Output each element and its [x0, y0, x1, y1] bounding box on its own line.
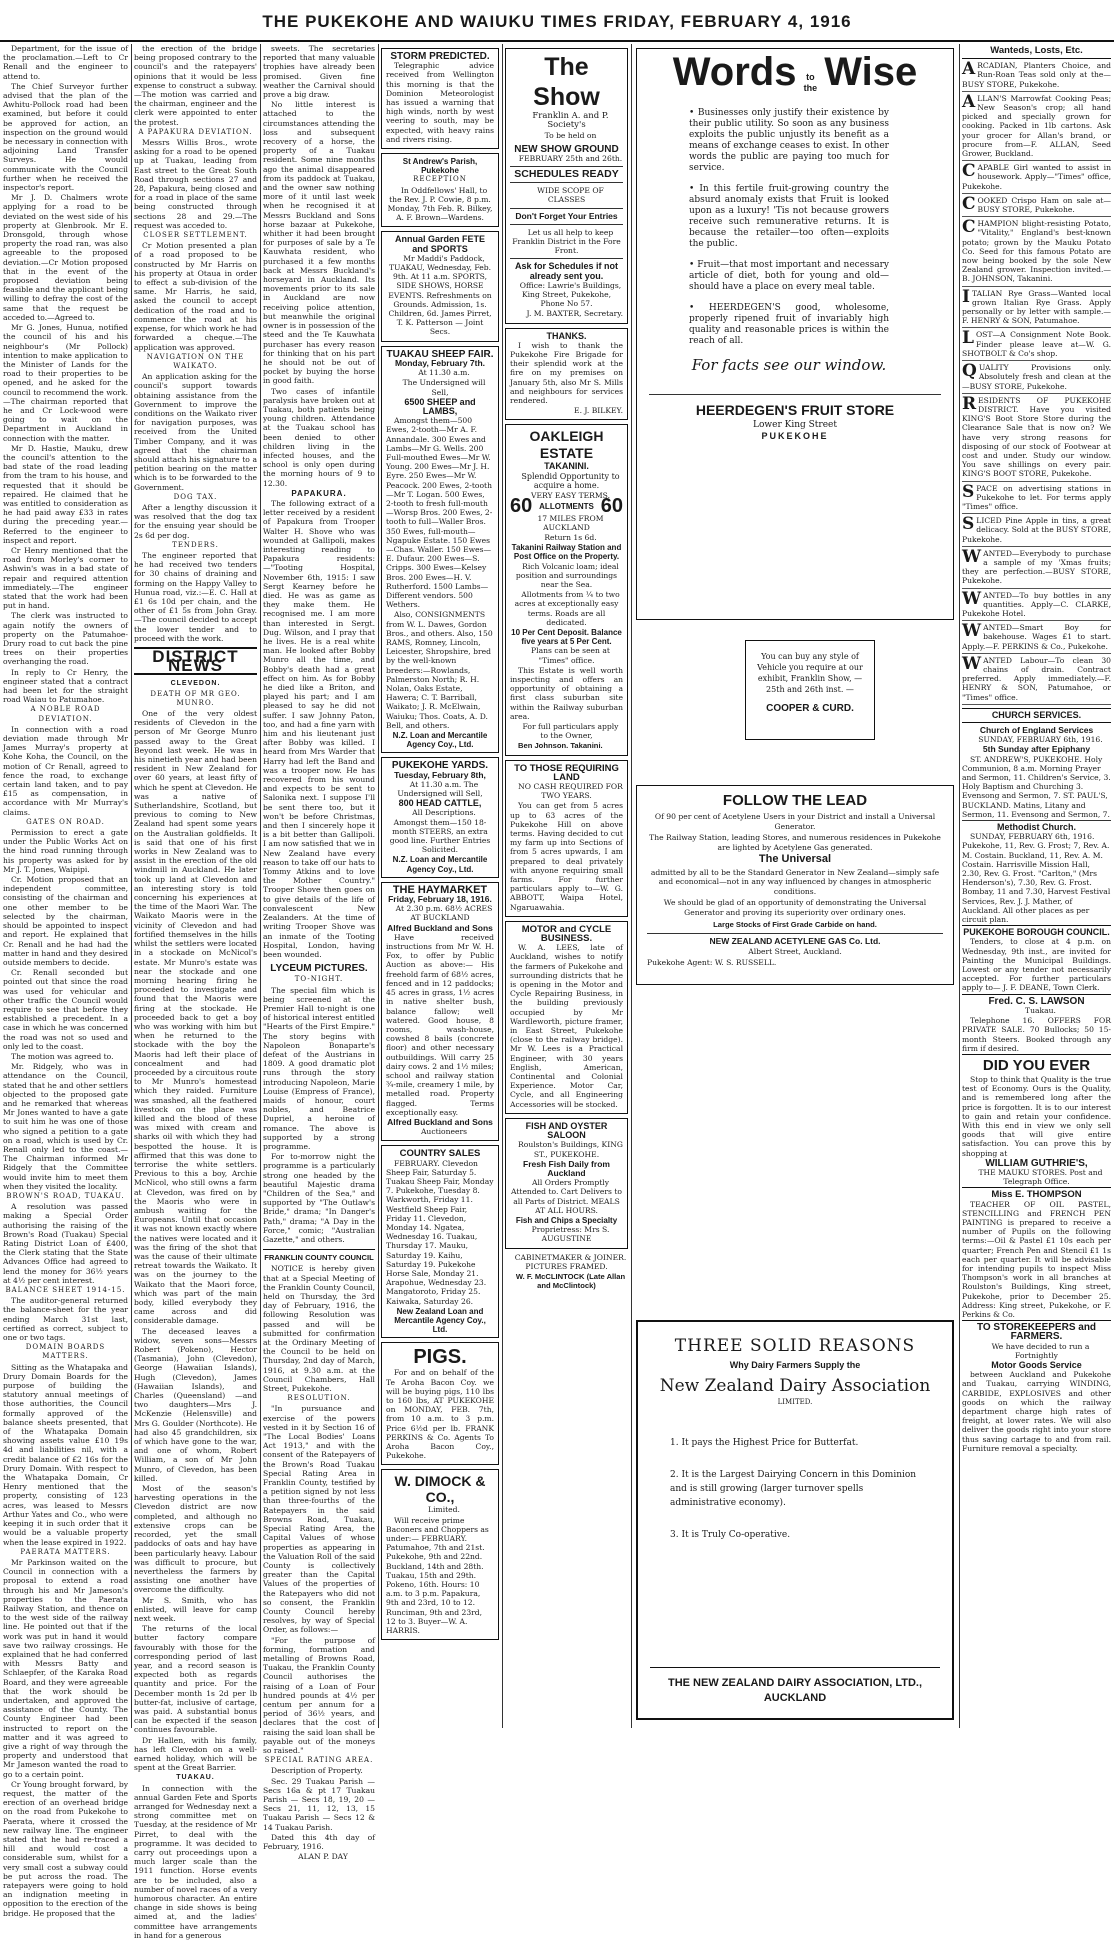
classified-ad-text: LICED Pine Apple in tins, a great delicacy. Sold at the BUSY STORE, Pukekohe.: [962, 516, 1111, 544]
section-heading: Wanteds, Losts, Etc.: [962, 44, 1111, 59]
classified-ad: [962, 287, 1111, 329]
ad-text: W. F. McCLINTOCK (Late Allan and McClintock): [515, 1271, 626, 1291]
haymarket-ad: [381, 882, 499, 1141]
fish-saloon-ad: [505, 1118, 628, 1249]
wise-point-text: Businesses only justify their existence by their public utility. So soon as any business exploits the public unjustly its benefit as a means of exchange ceases to exist. In other words the public are paying too much for service.: [689, 107, 889, 173]
ad-text: Albert Street, Auckland.: [748, 947, 842, 956]
column-news-3: [263, 44, 375, 1862]
article-paragraph: Cr. Motion proposed that an independent committee, consisting of the chairman and one other member to be selected by the chairman, should be appointed to inspect and report. He explained that Cr. Renall and he had had the matter in hand and they desired outside members to decide.: [3, 875, 128, 967]
column-rule: [378, 44, 379, 1728]
thanks-notice: [505, 328, 628, 421]
ad-text: Stop to think that Quality is the true test of Economy. Ours is the Quality, and is remembered long after the price is forgotten. It is to our interest to gain and retain your confidence. With this end in view we only sell goods that will give entire satisfaction. You can prove this by shopping at: [962, 1074, 1111, 1158]
ad-heading: THANKS.: [546, 330, 587, 341]
article-paragraph: Permission to erect a gate under the Public Works Act on the hind road running through his property was asked for by Mr J. T. Jones, Waipipi.: [3, 828, 128, 874]
ad-heading: THREE SOLID REASONS: [674, 1336, 916, 1356]
ad-text: You can get from 5 acres up to 63 acres of the Pukekohe Hill on above terms. Having decided to cut my farm up into Sections of from 5 acres upwards, I am prepared to deal privately with anyone requiring small farms. For further particulars apply to—W. G. ABBOTT, Waipa Hotel, Ngaruawahia.: [510, 801, 623, 912]
ad-text: Roulston's Buildings, KING ST., PUKEKOHE.: [518, 1140, 623, 1159]
subheading: A NOBLE ROAD DEVIATION.: [30, 705, 101, 723]
ad-text: We have decided to run a Fortnightly: [991, 1341, 1090, 1360]
wise-point-text: HEERDEGEN'S good, wholesome, properly ripened fruit of invariably high quality and reasonable prices is within the reach of all.: [689, 302, 890, 346]
ad-heading: Fish and Chips a Specialty: [515, 1215, 618, 1225]
ad-text: Allotments from ¼ to two acres at exceptionally easy terms. Roads are all dedicated.: [514, 590, 620, 627]
subheading: BROWN'S ROAD, TUAKAU.: [6, 1191, 125, 1200]
classified-ad: [962, 328, 1111, 361]
ad-text: Tenders, to close at 4 p.m. on Wednesday, 9th inst., are invited for Painting the Municipal Buildings. Lowest or any tender not necessarily accepted. For further particulars apply to— J. F. DEANE, Town Clerk.: [962, 937, 1111, 993]
classified-ad-text: OST—A Consignment Note Book. Finder please leave at—W. G. SHOTBOLT & Co's shop.: [962, 330, 1111, 358]
ad-text: Tuakau.: [1025, 1005, 1056, 1015]
ad-text: Of 90 per cent of Acetylene Users in your District and install a Universal Generator.: [654, 812, 936, 831]
allotment-count: 60: [600, 495, 623, 518]
article-paragraph: sweets. The secretaries reported that many valuable trophies have already been promised. Given fine weather the Carnival should prove a big draw.: [263, 44, 375, 100]
article-paragraph: Most of the season's harvesting operations in the Clevedon district are now completed, and although no extensive crops can be recorded, yet the small paddocks of oats and hay have been particularly heavy. Labour was difficult to procure, but nevertheless the farmers by assisting one another have overcome the difficulty.: [134, 1484, 257, 1595]
ad-heading: Monday, February 7th.: [394, 357, 486, 368]
article-paragraph: The following extract of a letter received by a resident of Papakura from Trooper Walter H. Shove who was wounded at Gallipoli, makes interesting reading to Papakura residents:—"Tooting Hospital, November 6th, 1915: I saw Sergt Kearney before he died. He was as game as they make them. He recognised me. I am more than interested in Sergt. Dug. Wilson, and I pray that he lives. He is a real white man. He looked after Bobby Munro all the time, and Bobby's death had a great effect on him. As for Bobby he died like a Briton, and played his part; and I am pleased to say he did not suffer. I saw Johnny Paton, too, and had a fine yarn with him and his lieutenant just after Bobby was killed. I heard from Mrs Warder that Harry had left the Band and was a trooper now. He has recovered from his wound and expects to be sent to Salonika next. I suppose I'll be sent there too, but it won't be before Christmas, and then I sincerely hope it is a bit better than Gallipoli. I am now satisfied that we in New Zealand have every reason to take off our hats to Tommy Atkins and to love the Mother Country." Trooper Shove then goes on to give details of the life of convalescent New Zealanders. At the time of writing Trooper Shove was an inmate of the Tooting Hospital, London, having been wounded.: [263, 498, 375, 959]
drop-cap: C: [962, 161, 976, 182]
classified-ad-text: UALITY Provisions only. Absolutely fresh and clean at the—BUSY STORE, Pukekohe.: [962, 363, 1111, 391]
ad-heading: Alfred Buckland and Sons: [387, 922, 493, 933]
ad-heading: 10 Per Cent Deposit. Balance five years at 5 Per Cent.: [511, 627, 622, 647]
drop-cap: A: [962, 91, 976, 112]
drop-cap: A: [962, 59, 976, 80]
wise-point-text: In this fertile fruit-growing country the absurd anomaly exists that Fruit is looked upon as a luxury! 'Tis not because growers receive such remunerative returns. It is because the retailer—too often—exploits the public.: [689, 183, 889, 249]
ad-text: This Estate is well worth inspecting and offers an opportunity of obtaining a first class suburban site within the Railway suburban area.: [510, 665, 623, 721]
column-rule: [502, 44, 503, 1728]
ad-text: Let us all help to keep Franklin District in the Fore Front.: [512, 227, 621, 256]
ad-text: All Orders Promptly Attended to. Cart Delivers to all Parts of District. MEALS AT ALL HOURS.: [510, 1178, 622, 1215]
ad-heading: PIGS.: [413, 1346, 467, 1369]
article-paragraph: After a lengthy discussion it was resolved that the dog tax for the ensuing year should be 2s 6d per dog.: [134, 502, 257, 540]
pigs-ad: [381, 1342, 499, 1465]
article-paragraph: the erection of the bridge being proposed contrary to the council's and the ratepayers' opinions that it would be less expense to construct a subway.—The motion was carried and the chairman, engineer and the clerk were appointed to enter the protest.: [134, 44, 257, 127]
section-heading: CHURCH SERVICES.: [962, 708, 1111, 723]
fruit-store-block: [649, 394, 941, 442]
article-paragraph: In connection with a road deviation made through Mr James Murray's property at Kohe Koha, the Council, on the motion of Cr Renall, agreed to fence the road, to exchange certain land taken, and to pay £15 as compensation, in accordance with Mr Murray's claims.: [3, 724, 128, 817]
drop-cap: W: [962, 546, 982, 567]
classified-ad: [962, 59, 1111, 92]
fruit-store-town: PUKEKOHE: [761, 430, 829, 441]
classified-ad: [962, 514, 1111, 547]
ad-heading: N.Z. Loan and Mercantile Agency Coy., Ltd.: [392, 855, 488, 874]
subheading: PAERATA MATTERS.: [20, 1547, 111, 1556]
allotment-label: ALLOTMENTS: [539, 502, 594, 512]
ad-heading: St Andrew's Parish, Pukekohe: [402, 157, 478, 176]
classified-ad: [962, 361, 1111, 394]
ad-heading: The Universal: [758, 853, 832, 865]
reason-item: 2. It is the Largest Dairying Concern in this Dominion and is still growing (larger turnover spells administrative economy).: [670, 1470, 917, 1508]
ad-heading: FISH AND OYSTER SALOON: [525, 1120, 608, 1141]
column-rule: [631, 44, 632, 1728]
article-paragraph: Mr D. Hastie, Mauku, drew the council's attention to the bad state of the road leading from the tram to his house, and requested that it should be repaired. He claimed that he was entitled to consideration as he had paid away £33 in rates during the preceding year.—Referred to the engineer to inspect and report.: [3, 443, 128, 545]
article-paragraph: Department, for the issue of the proclamation.—Left to Cr Renall and the engineer to attend to.: [3, 44, 128, 81]
reason-item: 3. It is Truly Co-operative.: [670, 1530, 791, 1540]
ad-text: At 2.30 p.m. 68½ ACRES AT BUCKLAND: [395, 904, 493, 923]
ad-text: I wish to thank the Pukekohe Fire Brigade for their splendid work at the fire on my premises on January 5th, also Mr S. Mills and neighbours for services rendered.: [510, 340, 623, 406]
ad-text: At 11.30 a.m. The Undersigned will Sell,: [397, 779, 483, 799]
ad-text: FEBRUARY 25th and 26th.: [518, 153, 623, 163]
ad-text: Have received instructions from Mr W. H. Fox, to offer by Public Auction as above:— His freehold farm of 68½ acres, fenced and in 12 paddocks; 45 acres in grass, 1½ acres in native shelter bush, balance fallow; well watered. Good house, 8 rooms, wash-house, cowshed 8 bails (concrete floor) and other necessary outbuildings. Will carry 25 dairy cows. 2 and 1½ miles; school and railway station ¾-mile, creamery 1 mile, by metalled road. Property flagged. Terms exceptionally easy.: [386, 932, 495, 1117]
ad-heading: FOLLOW THE LEAD: [722, 792, 868, 809]
drop-cap: R: [962, 393, 977, 414]
article-paragraph: Mr. Ridgely, who was in attendance on the Council, stated that he and other settlers objected to the proposed gate and he remarked that whereas Mr Jones wanted to have a gate to suit him he was one of those who signed a petition to a gate on a road, which is used by Cr. Renall only led to the coast.—The Chairman informed Mr Ridgely that the Committee would invite him to meet them when they visited the locality.: [3, 1062, 128, 1191]
wise-title-word: Words: [672, 50, 797, 94]
drop-cap: C: [962, 217, 976, 238]
ad-text: Telephone 16. OFFERS FOR PRIVATE SALE. 70 Bullocks; 50 15-month Steers. Booked through any firm if desired.: [962, 1016, 1111, 1053]
ad-text: J. M. BAXTER, Secretary.: [526, 309, 623, 319]
classified-ad-text: PACE on advertising stations in Pukekohe to let. For terms apply "Times" office.: [962, 483, 1111, 511]
ad-heading: DID YOU EVER: [962, 1054, 1111, 1075]
ad-text: At 11.30 a.m.: [418, 368, 470, 378]
column-auction-ads: [381, 44, 499, 1724]
ad-heading: TO THOSE REQUIRING LAND: [514, 762, 619, 783]
ad-heading: TO STOREKEEPERS and FARMERS.: [962, 1320, 1111, 1341]
section-heading: LYCEUM PICTURES.: [270, 963, 368, 975]
ad-text: 17 MILES FROM AUCKLAND: [537, 513, 604, 532]
wanted-list: [962, 59, 1111, 705]
ad-heading: MOTOR and CYCLE BUSINESS.: [521, 923, 612, 945]
ad-heading: Tuesday, February 8th,: [394, 769, 486, 780]
ad-heading: The Show: [533, 53, 600, 111]
article-paragraph: Mr Parkinson waited on the Council in connection with a proposal to extend a road through his and Mr Jameson's properties to the Paerata Railway Station, and thence on to the west side of the railway line. He pointed out that if the work was put in hand it would save two railway crossings. He explained that he had conferred with Messrs Batty and Schlaepfer, of the Karaka Road Board, and they were agreeable that the work should be undertaken, and approved the assistance of the County. The County Engineer had been instructed to report on the matter and it was agreed to give a right of way through the property and understood that Mr Jameson wanted the road to go to a certain point.: [3, 1557, 128, 1779]
fruit-store-address: Lower King Street: [753, 419, 837, 430]
subheading: A PAPAKURA DEVIATION.: [138, 127, 253, 136]
wise-point: • Businesses only justify their existence by their public utility. So soon as any business exploits the public unjustly its benefit as a means of exchange ceases to exist. In other words the public are paying too much for service.: [689, 107, 889, 173]
ad-text: Ben Johnson. Takanini.: [518, 741, 603, 751]
article-paragraph: Dr Hallen, with his family, has left Clevedon on a well-earned holiday, which will be spent at the Great Barrier.: [134, 1735, 257, 1773]
ad-text: VERY EASY TERMS.: [530, 491, 611, 501]
ad-text: You can buy any style of Vehicle you require at our exhibit, Franklin Show, — 25th and 26th inst. —: [757, 652, 863, 694]
ad-heading: SCHEDULES READY: [514, 168, 619, 181]
article-paragraph: Messrs Willis Bros., wrote asking for a road to be opened up at Tuakau, leading from East street to the Great South Road through sections 27 and 28, Papakura, being closed and for a road in place of the same being constructed through sections 28 and 29.—The request was acceded to.: [134, 138, 257, 230]
ad-heading: Takanini Railway Station and Post Office on the Property.: [511, 543, 622, 562]
wise-title-word: Wise: [824, 50, 918, 94]
pukekohe-yards-ad: [381, 757, 499, 877]
oakleigh-estate-ad: [505, 424, 628, 755]
ad-text: Why Dairy Farmers Supply the: [729, 1360, 861, 1370]
classified-ad-text: HAMPION blight-resisting Potato, "Vitality," England's best-known potato; grown by the Mauku Potato Co. Seed for this famous Potato are now being booked by the sole New Zealand grower. Inspection invited.—B. JOHNSON, Takanini.: [962, 219, 1111, 284]
ad-text: SUNDAY, FEBRUARY 6th, 1916.: [978, 735, 1103, 745]
article-paragraph: Cr. Renall seconded but pointed out that since the road was used for vehicular and other traffic the Council would require to see that before they established a precedent. In a case in which he was concerned the road was not so used and only led to the coast.: [3, 968, 128, 1051]
ad-text: Return 1s 6d.: [544, 532, 597, 542]
classified-ad-text: ANTED—Smart Boy for bakehouse. Wages £1 to start. Apply.—F. PERKINS & Co., Pukekohe.: [962, 623, 1111, 651]
cooper-curd-ad: [745, 640, 875, 740]
column-wanteds: [962, 44, 1111, 1724]
wise-tagline: For facts see our window.: [691, 355, 887, 374]
wise-point: • HEERDEGEN'S good, wholesome, properly ripened fruit of invariably high quality and reasonable prices is within the reach of all.: [689, 302, 890, 346]
wise-point-text: Fruit—that most important and necessary article of diet, both for young and old—should have a place on every meal table.: [689, 259, 890, 292]
classified-ad-text: ESIDENTS OF PUKEKOHE DISTRICT. Have you visited KING'S Boot Store Store during the Clearance Sale that is now on? We have very strong reasons for disposing of our stock of Footwear at cost and under. Study our window. You save shillings on every pair. KING'S BOOT STORE, Pukekohe.: [962, 395, 1111, 479]
signature-text: ALAN P. DAY: [298, 1852, 348, 1862]
drop-cap: S: [962, 514, 975, 535]
column-council-report: [3, 44, 128, 1918]
classified-ad: [962, 92, 1111, 161]
drop-cap: W: [962, 653, 982, 674]
three-solid-reasons-ad: [636, 1320, 954, 1720]
section-heading: DISTRICT NEWS: [134, 647, 257, 675]
classified-ad-text: ANTED Labour—To clean 30 chains of drain. Contract preferred. Apply immediately.—F. HENRY & SON, Patumahoe, or "Times" office.: [962, 655, 1111, 702]
ad-text: Large Stocks of First Grade Carbide on hand.: [713, 920, 877, 929]
ad-heading: TUAKAU SHEEP FAIR.: [386, 348, 494, 360]
ad-heading: Miss E. THOMPSON: [962, 1187, 1111, 1199]
subheading: DEATH OF MR GEO. MUNRO.: [150, 689, 241, 707]
ad-heading: Fred. C. S. LAWSON: [962, 994, 1111, 1006]
article-paragraph: A resolution was passed making a Special Order authorising the raising of the Brown's Road (Tuakau) Special Rating District Loan of £400, the Clerk stating that the State Advances Office had agreed to lend the money for 36½ years at 4½ per cent interest.: [3, 1202, 128, 1285]
column-show-ads: [505, 44, 628, 1724]
article-paragraph: The clerk was instructed to again notify the owners of property on the Patumahoe-Drury road to cut back the pine trees on their properties overhanging the road.: [3, 611, 128, 667]
ad-text: Also, CONSIGNMENTS from W. L. Dawes, Gordon Bros., and others. Also, 150 RAMS, Romney, Lincoln, Leicester, Shropshire, bred by the well-known breeders:—Rowlands, Palmerston North; R. H. Nolan, Oaks Estate, Hawera; C. T. Barriball, Waikato; J. R. McElwain, Waiuku; Thos. Coats, A. D. Bell, and others.: [386, 610, 493, 730]
words-to-the-wise-ad: [636, 48, 954, 620]
subheading: CLEVEDON.: [170, 680, 221, 688]
masthead: [0, 0, 1114, 42]
article-paragraph: No little interest is attached to the circumstances attending the loss and subsequent recovery of a horse, the property of a Tuakau resident. Some nine months ago the animal disappeared from its paddock at Tuakau, and the owner saw nothing more of it until last week when he recognised it at Messrs Buckland and Sons horse bazaar at Pukekohe, whither it had been brought for purposes of sale by a Te Kauwhata resident, who purchased it a few months back at Messrs Buckland's horseyard in Auckland. Its movements prior to its sale in Auckland are now receiving police attention, but meanwhile the original owner is in possession of the steed and the Te Kauwhata purchaser has every reason for thinking that on his part he should not be out of pocket by buying the horse in good faith.: [263, 100, 375, 386]
ad-text: Amongst them—500 Ewes, 2-tooth—Mr A. F. Annandale. 300 Ewes and Lambs—Mr G. Wells. 200 Full-mouthed Ewes—Mr W. Young. 200 Ewes—Mr J. H. Eyre. 250 Ewes—Mr W. Peacock. 200 Ewes, 2-tooth—Mr T. Logan. 500 Ewes, 2-tooth to fresh full-mouth—Worsp Bros. 200 Ewes, 2-tooth to full—Waller Bros. 350 Ewes, full-mouth—Ngapuke Estate. 150 Ewes—Chas. Waller. 150 Ewes—E. Dufaur. 200 Ewes—S. Cripps. 300 Ewes—Kelsey Bros. 200 Ewes—H. V. Rutherford. 1500 Lambs—Different vendors. 500 Wethers.: [386, 416, 493, 610]
ad-text: For full particulars apply to the Owner,: [522, 721, 619, 741]
ad-heading: NEW ZEALAND ACETYLENE GAS Co. Ltd.: [647, 933, 943, 947]
ad-text: Pukekohe Agent: W. S. RUSSELL.: [647, 957, 777, 967]
subheading: RESOLUTION.: [287, 1394, 351, 1403]
ad-text: LIMITED.: [777, 1398, 813, 1406]
ad-text: Limited.: [428, 1505, 460, 1515]
article-paragraph: In reply to Cr Henry, the engineer stated that a contract had been let for the straight road Waiau to Patumahoe.: [3, 667, 128, 705]
classified-ad: [962, 194, 1111, 217]
ad-text: SUNDAY, FEBRUARY 6th, 1916. Pukekohe, 11, Rev. G. Frost; 7, Rev. A. M. Costain. Buckland, 11, Rev. A. M. Costain. Harrisville Mission Hall, 2.30, Rev. G. Frost. "Carlton," (Mrs Henderson's), 7.30, Rev. G. Frost. Bombay, 11 and 7.30, Harvest Festival Services, Rev. J. J. Mather, of Auckland. All other places as per circuit plan.: [962, 832, 1111, 925]
parish-ad: [381, 153, 499, 227]
ad-text: Plans can be seen at "Times" office.: [531, 646, 610, 665]
ad-heading: Church of England Services: [979, 725, 1094, 735]
ad-text: Splendid Opportunity to acquire a home.: [521, 471, 620, 490]
ad-text: Office: Lawrie's Buildings, King Street, Pukekohe, Phone No 57.: [519, 280, 622, 309]
ad-heading: W. DIMOCK & CO.,: [394, 1473, 486, 1506]
ad-heading: PUKEKOHE YARDS.: [391, 760, 489, 772]
dimock-ad: [381, 1469, 499, 1640]
ad-text: ST. ANDREW'S, PUKEKOHE. Holy Communion, 8 a.m. Morning Prayer and Sermon, 11. Children's Service, 3. Holy Baptism and Churching 3. Evensong and Sermon, 7. ST. PAUL'S, BUCKLAND. Matins, Litany and Sermon, 11. Evensong and Sermon, 7.: [962, 754, 1111, 819]
ad-heading: New Zealand Dairy Association: [659, 1376, 931, 1396]
ad-text: THE MAUKU STORES. Post and Telegraph Office.: [978, 1167, 1103, 1187]
article-paragraph: Two cases of infantile paralysis have broken out at Tuakau, both patients being young children. Attendance at the Tuakau school has been denied to other children living in the infected houses, and the school is only open during the morning hours of 9 to 12.30.: [263, 386, 375, 488]
ad-heading: PUKEKOHE BOROUGH COUNCIL.: [963, 927, 1110, 938]
drop-cap: C: [962, 193, 976, 214]
ad-heading: COOPER & CURD.: [766, 703, 854, 714]
ad-subheading: RECEPTION: [413, 175, 467, 184]
classified-ad: [962, 482, 1111, 515]
classified-ad-text: TALIAN Rye Grass—Wanted local grown Italian Rye Grass. Apply personally or by letter with sample.—F. HENRY & SON, Patumahoe.: [962, 288, 1111, 326]
ad-text: W. A. LEES, late of Auckland, wishes to notify the farmers of Pukekohe and surrounding districts that he is opening in the Motor and Cycle Repairing Business, in the building previously occupied by Mr Wardleworth, picture framer, in East Street, Pukekohe (close to the railway bridge). Mr W. Lees is a Practical Engineer, with 30 years English, American, Continental and Colonial Experience. Motor Car, Cycle, and all Engineering Accessories will be stocked.: [510, 943, 623, 1109]
classified-ad-text: RCADIAN, Planters Choice, and Run-Roan Teas sold only at the—BUSY STORE, Pukekohe.: [962, 61, 1111, 89]
classified-ad-text: APABLE Girl wanted to assist in housework. Apply—"Times" office, Pukekohe.: [962, 163, 1111, 191]
ad-text: We should be glad of an opportunity of demonstrating the Universal Generator and proving its superiority over ordinary ones.: [663, 898, 927, 917]
subheading: PAPAKURA.: [291, 488, 347, 498]
ad-heading: Ask for Schedules if not already sent you.: [514, 261, 619, 281]
ad-text: The Railway Station, leading Stores, and numerous residences in Pukekohe are lighted by Acetylene Gas generated.: [649, 833, 941, 852]
ad-text: All Descriptions. Amongst them—150 18-month STEERS, an extra good line. Further Entries Solicited.: [389, 808, 491, 855]
column-rule: [131, 44, 132, 1728]
ad-heading: COUNTRY SALES: [399, 1148, 481, 1160]
article-paragraph: One of the very oldest residents of Clevedon in the person of Mr George Munro passed away to the Great Beyond last week. He was in his ninetieth year and had been resident in New Zealand for over 60 years, at least fifty of which he spent at Clevedon. He was a native of Sutherlandshire, Scotland, but previous to coming to New Zealand had spent some years on the Australian goldfields. It is said that one of his first works in New Zealand was to assist in the erection of the old windmill in Auckland. He later took up land at Clevedon and an interesting story is told concerning his experiences at the time of the Maori War. The Waikato Maoris were in the vicinity of Clevedon and had fortified themselves in the hills whilst the settlers were located in a stockade on McNicol's estate. Mr Munro's estate was near the stockade and one morning hearing firing he proceeded to investigate and found that the Maoris were firing at the stockade. He proceeded back to get a boy who was working with him but when he returned to the stockade with the boy the Maoris had left their place of concealment and had proceeded by a circuitous route to Mr Munro's homestead which they raided. Furniture was smashed, all the feathered livestock on the place was killed and the blood of these was mixed with cream and sharks oil with which they had bespotted the house. It is affirmed that this was done to terrorise the white settlers. Previous to this a boy, Archie McNicol, who still owns a farm at Clevedon, was fired on by the Maoris who were in ambush waiting for the Europeans. Until that occasion it was not known exactly where the natives were located and it was the firing of the shot that was the cause of their ultimate retreat towards the Waikato. It was on the journey to the Waikato that the Maori force, which was part of the main body, killed everybody they came across and did considerable damage.: [134, 709, 257, 1326]
ad-heading: 5th Sunday after Epiphany: [982, 744, 1091, 755]
subheading: SPECIAL RATING AREA.: [264, 1756, 374, 1765]
classified-ad-text: ANTED—Everybody to purchase a sample of my 'Xmas fruits; they are perfection.—BUSY STORE, Pukekohe.: [962, 548, 1111, 586]
article-paragraph: Mr G. Jones, Hunua, notified the council of his and his neighbour's (Mr Pollock) intention to make application to the Minister of Lands for the road to their properties to be opened, and he asked for the council to recommend the work.—The chairman reported that he and Cr Lock-wood were going to wait on the Department in Auckland in connection with the matter.: [3, 323, 128, 443]
show-ad: [505, 48, 628, 324]
wise-title: [649, 50, 941, 94]
wise-point: • Fruit—that most important and necessary article of diet, both for young and old—should have a place on every meal table.: [689, 259, 890, 292]
article-paragraph: The auditor-general returned the balance-sheet for the year ending March 31st last, certified as correct, subject to one or two tags.: [3, 1296, 128, 1343]
ad-heading: TAKANINI.: [544, 461, 589, 472]
ad-text: Telegraphic advice received from Wellington this morning is that the Dominion Meteorologist has issued a warning that high winds, north by west veering to south, may be expected, with heavy rains and rivers rising.: [386, 61, 494, 144]
subheading: TUAKAU.: [176, 1774, 215, 1782]
classified-ad-text: LLAN'S Marrowfat Cooking Peas; New Season's crop; all hand picked and specially grown for cooking. Packed in 1lb cartons. Ask your grocer for Allan's brand, or procure from—F. ALLAN, Seed Grower, Buckland.: [962, 93, 1111, 159]
article-paragraph: Cr Young brought forward, by request, the matter of the erection of an overhead bridge on the road from Pukekohe to Paerata, where it crossed the new railway line. The engineer stated that he had re-traced a hill and would cost a considerable sum, whilst for a very small cost a subway could be put across the road. The ratepayers were going to hold an indignation meeting in opposition to the erection of the bridge. He proposed that the: [3, 1779, 128, 1918]
article-paragraph: The Chief Surveyor further advised that the plan of the Awhitu-Pollock road had been examined, but before it could be approved for action, an inspection on the ground would be necessary in connection with adjoining Land Transfer Surveys. He would communicate with the Council further when he received the inspector's report.: [3, 81, 128, 193]
classified-ad: [962, 547, 1111, 589]
ad-heading: THE NEW ZEALAND DAIRY ASSOCIATION, LTD., AUCKLAND: [650, 1667, 940, 1706]
article-paragraph: For to-morrow night the programme is a particularly strong one headed by the beautiful Majestic drama "Children of the Sea," and supported by "The Outlaw's Bride," drama; "In Danger's Path," drama; "A Day in the Force," comic; "Australian Gazette," and others.: [263, 1152, 375, 1244]
subheading: GATES ON ROAD.: [26, 817, 105, 826]
sheep-fair-ad: [381, 346, 499, 754]
classified-ad: [962, 394, 1111, 482]
reason-item: 1. It pays the Highest Price for Butterfat.: [670, 1438, 859, 1448]
masthead-title: THE PUKEKOHE AND WAIUKU TIMES FRIDAY, FEBRUARY 4, 1916: [262, 12, 852, 31]
classified-ad: [962, 621, 1111, 654]
ad-text: WIDE SCOPE OF CLASSES: [537, 186, 604, 205]
ad-heading: Motor Goods Service: [991, 1360, 1082, 1370]
ad-heading: New Zealand Loan and Mercantile Agency Coy., Ltd.: [394, 1306, 486, 1335]
column-rule: [260, 44, 261, 1728]
section-heading: FRANKLIN COUNTY COUNCIL: [263, 1249, 375, 1262]
article-paragraph: Description of Property.: [271, 1766, 363, 1776]
ad-text: Proprietress: Mrs S. AUGUSTINE: [531, 1225, 610, 1244]
ad-text: Auctioneers: [420, 1127, 468, 1137]
motor-cycle-ad: [505, 921, 628, 1114]
ad-heading: Friday, February 18, 1916.: [388, 894, 492, 905]
article-paragraph: The motion was agreed to.: [11, 1051, 114, 1061]
article-paragraph: Cr Motion presented a plan of a road proposed to be constructed by Mr Harris on his property at Otaua in order to effect a sub-division of the same. Mr Harris, he said, asked the council to accept dedication of the road and to commence the road at his expense, for which work he had forwarded a cheque.—The application was approved.: [134, 241, 257, 352]
ad-text: Will receive prime Baconers and Choppers as under:— FEBRUARY. Patumahoe, 7th and 21st. Pukekohe, 9th and 22nd. Buckland, 14th and 28th. Tuakau, 15th and 29th. Pokeno, 16th. Hours: 10 a.m. to 3 p.m. Papakura, 9th and 23rd, 10 to 12. Runciman, 9th and 23rd, 12 to 3. Buyer—W. A. HARRIS.: [386, 1515, 489, 1636]
ad-text: between Auckland and Pukekohe and Tuakau, carrying WINDING, CARBIDE, EXPLOSIVES and other goods on which the railway department charge high rates of freight, at lower rates. We will also deliver the goods right into your store thus saving cartage to and from rail. Furniture removal a specialty.: [962, 1370, 1111, 1453]
article-paragraph: Mr J. D. Chalmers wrote applying for a road to be deviated on the west side of his property at Glenbrook. Mr E. Dronsgold, through whose property the road ran, was also agreeable to the proposed deviation.—Cr Motion proposed that in the event of the proposed deviation being feasible and the applicant being willing to defray the cost of the same that the request be acceded to.—Agreed to.: [3, 193, 128, 322]
ad-heading: Don't Forget Your Entries: [515, 210, 618, 221]
drop-cap: I: [962, 286, 970, 307]
classified-ad-text: OOKED Crispo Ham on sale at—BUSY STORE, Pukekohe.: [977, 195, 1111, 215]
ad-text: FEBRUARY. Clevedon Sheep Fair, Saturday 5. Tuakau Sheep Fair, Monday 7. Pukekohe, Tuesday 8. Warkworth, Friday 11. Westfield Sheep Fair, Friday 11. Clevedon, Monday 14. Ngatea, Wednesday 16. Tuakau, Thursday 17. Mauku, Saturday 19. Kaihu, Saturday 19. Pukekohe Horse Sale, Monday 21. Arapohue, Wednesday 23. Mangatoroto, Friday 25. Kaiwaka, Saturday 26.: [386, 1158, 494, 1306]
follow-the-lead-ad: [636, 785, 954, 985]
subheading: CLOSER SETTLEMENT.: [143, 231, 248, 240]
article-paragraph: Cr Henry mentioned that the road from Morley's corner to Ashwin's was in a bad state of repair and required attention immediately.—The engineer stated that the work had been put in hand.: [3, 545, 128, 611]
wise-title-word: to the: [803, 71, 818, 93]
storm-notice: [381, 48, 499, 149]
subheading: DOMAIN BOARDS MATTERS.: [25, 1343, 106, 1361]
article-paragraph: Sitting as the Whatapaka and Drury Domain Boards for the purpose of building the statutory annual meetings of those authorities, the Council formally approved of the balance sheets presented, that of the Whatapaka Domain showing assets value £10 19s 4d and liabilities nil, with a credit balance of £2 16s for the Drury Domain. With respect to the Whatapaka Domain, Cr Henry mentioned that the property, consisting of 123 acres, was leased to Messrs Arthur Yates and Co., who were keeping it in such order that it would be a valuable property when the lease expired in 1922.: [3, 1362, 128, 1547]
land-ad: [505, 760, 628, 917]
reasons-list: [670, 1436, 920, 1542]
drop-cap: S: [962, 481, 975, 502]
fruit-store-name: HEERDEGEN'S FRUIT STORE: [695, 401, 895, 418]
subheading: TENDERS.: [172, 540, 219, 549]
article-paragraph: The engineer reported that he had received two tenders for 30 chains of draining and forming on the Happy Valley to Hunua road, viz.:—E. C. Hall at £1 6s 10d per chain, and the other of £1 5s from John Gray.—The council decided to accept the lower tender and to proceed with the work.: [134, 550, 257, 643]
drop-cap: W: [962, 588, 982, 609]
subheading: NAVIGATION ON THE WAIKATO.: [146, 352, 245, 370]
subheading: BALANCE SHEET 1914-15.: [5, 1286, 126, 1295]
subheading: DOG TAX.: [173, 492, 218, 501]
ad-text: TEACHER OF OIL PASTEL, STENCILLING and FRENCH PEN PAINTING is prepared to receive a number of Pupils on the following terms:—Oil & Pastel £1 10s each per quarter; French Pen and Stencil £1 1s each per quarter. It will be advisable for intending pupils to inspect Miss Thompson's work in all branches at Roulston's Buildings, King street, Pukekohe, prior to December 25. Address: King street, Pukekohe, or F. Perkins & Co.: [962, 1199, 1111, 1319]
country-sales-ad: [381, 1145, 499, 1338]
ad-text: The Undersigned will Sell,: [402, 378, 486, 397]
ad-text: Franklin A. and P. Society's: [532, 111, 609, 131]
ad-text: E. J. BILKEY.: [574, 406, 623, 416]
classified-ad: [962, 217, 1111, 286]
ad-heading: 6500 SHEEP and LAMBS,: [404, 396, 476, 416]
column-district-news: [134, 44, 257, 1940]
ad-text: Rich Volcanic loam; ideal position and surroundings near the Sea.: [515, 561, 619, 589]
ad-heading: Alfred Buckland and Sons: [387, 1116, 493, 1127]
ad-text: admitted by all to be the Standard Generator in New Zealand—simply safe and economical—not in any way influenced by changes in atmospheric conditions.: [650, 867, 940, 896]
ad-text: NO CASH REQUIRED FOR TWO YEARS.: [518, 781, 623, 801]
fete-ad: [381, 231, 499, 341]
ad-heading: THE HAYMARKET: [392, 883, 488, 896]
ad-heading: OAKLEIGH ESTATE: [529, 428, 604, 462]
ad-text: CABINETMAKER & JOINER. PICTURES FRAMED.: [514, 1252, 627, 1271]
ad-text: Mr Maddi's Paddock, TUAKAU, Wednesday, Feb. 9th. At 11 a.m. SPORTS, SIDE SHOWS, HORSE EVENTS. Refreshments on Grounds. Admission, 1s. Children, 6d. James Pirret, T. K. Patterson — Joint Secs.: [388, 253, 492, 337]
ad-heading: STORM PREDICTED.: [390, 51, 490, 62]
article-paragraph: Mr S. Smith, who has enlisted, will leave for camp next week.: [134, 1595, 257, 1623]
drop-cap: L: [962, 328, 974, 349]
allotment-count: 60: [510, 495, 533, 518]
wise-point: • In this fertile fruit-growing country the absurd anomaly exists that Fruit is looked upon as a luxury! 'Tis not because growers receive such remunerative returns. It is because the retailer—too often—exploits the public.: [689, 183, 889, 249]
article-paragraph: NOTICE is hereby given that at a Special Meeting of the Franklin County Council, held on Thursday, the 3rd day of February, 1916, the following Resolution was passed and will be submitted for confirmation at the Ordinary Meeting of the Council to be held on Thursday, 2nd day of March, 1916, at 9.30 a.m. at the Council Chambers, Hall Street, Pukekohe.: [263, 1264, 375, 1394]
ad-heading: Fresh Fish Daily from Auckland: [523, 1158, 610, 1178]
ad-text: To be held on: [544, 131, 597, 141]
classified-ad: [962, 654, 1111, 705]
classified-ad: [962, 589, 1111, 622]
article-paragraph: "In pursuance and exercise of the powers vested in it by Section 16 of "The Local Bodies' Loans Act 1913," and with the consent of the Ratepayers of the Brown's Road Tuakau Special Rating Area in Franklin County, testified by a petition signed by not less than three-fourths of the Ratepayers in the said Browns Road, Tuakau, Special Rating Area, the Capital Values of whose properties as appearing in the Valuation Roll of the said County is collectively greater than the Capital Values of the properties of the Ratepayers who did not so consent, the Franklin County Council hereby resolves, by way of Special Order, as follows:—: [263, 1404, 375, 1635]
article-paragraph: An application asking for the council's support towards obtaining assistance from the Government to improve the conditions on the Waikato river for navigation purposes, was received from the United Timber Company, and it was agreed that the chairman should attach his signature to a petition bearing on the matter which is to be forwarded to the Government.: [134, 372, 257, 492]
drop-cap: W: [962, 621, 982, 642]
article-paragraph: In connection with the annual Garden Fete and Sports arranged for Wednesday next a strong committee met on Tuesday, at the residence of Mr Pirret, to deal with the programme. It was decided to carry out proceedings upon a much larger scale than the 1911 function. Horse events are to be included, also a number of novel races of a very humorous character. An entire change in side shows is being aimed at, and the ladies' committee have arrangements in hand for a generous: [134, 1783, 257, 1940]
ad-heading: WILLIAM GUTHRIE'S,: [985, 1157, 1088, 1169]
ad-heading: 800 HEAD CATTLE,: [398, 798, 482, 809]
column-rule: [959, 44, 960, 1728]
article-paragraph: The special film which is being screened at the Premier Hall to-night is one of historical interest entitled "Hearts of the First Empire." The story begins with Napoleon Bonaparte's defeat of the Austrians in 1809. A good dramatic plot runs through the story introducing Napoleon, Marie Louise (Empress of France), maids of honour, court nobles, and Beatrice Dupriel, a heroine of romance. The above is supported by a strong programme.: [263, 985, 375, 1151]
ad-text: For and on behalf of the Te Aroha Bacon Coy. we will be buying pigs, 110 lbs to 160 lbs, AT PUKEKOHE on MONDAY, FEB. 7th, from 10 a.m. to 3 p.m. Price 6½d per lb. FRANK PERKINS & Co. Agents To Aroha Bacon Coy., Pukekohe.: [386, 1368, 494, 1461]
article-paragraph: The deceased leaves a widow, seven sons—Messrs Robert (Pokeno), Hector (Tasmania), John (Clevedon), George (Hawaiian Islands), Hugh (Clevedon), James (Hawaiian Islands), and Charles (Queensland) —and two daughters—Mrs J. McKenzie (Helensville) and Mrs G. Goulder (Northcote). He had also 45 grandchildren, six of which have gone to the war, and one of whom, Robert William, a son of Mr John Munro, of Clevedon, has been killed.: [134, 1326, 257, 1483]
article-paragraph: Dated this 4th day of February, 1916.: [263, 1832, 375, 1851]
ad-heading: Annual Garden FETE and SPORTS: [394, 234, 485, 254]
drop-cap: Q: [962, 361, 977, 382]
subheading: TO-NIGHT.: [294, 975, 344, 984]
article-paragraph: "For the purpose of forming, formation and metalling of Browns Road, Tuakau, the Franklin County Council authorises the raising of a Loan of Four hundred pounds at 4½ per centum per annum for a period of 36½ years, and declares that the cost of raising the said loan shall be payable out of the moneys so raised.": [263, 1635, 375, 1755]
article-paragraph: Sec. 29 Tuakau Parish — Secs 16a & pt 17 Tuakau Parish — Secs 18, 19, 20 — Secs 21, 11, 12, 13, 15 Tuakau Parish — Secs 12 & 14 Tuakau Parish.: [263, 1776, 375, 1832]
ad-heading: N.Z. Loan and Mercantile Agency Coy., Ltd.: [392, 731, 488, 750]
ad-heading: Methodist Church.: [962, 820, 1111, 832]
article-paragraph: The returns of the local butter factory compare favourably with those for the corresponding period of last year, and a record season is expected both as regards quantity and price. For the December month 1s 2d per lb butter-fat, inclusive of cartage, was paid. A substantial bonus can be expected if the season continues favourable.: [134, 1624, 257, 1735]
ad-heading: NEW SHOW GROUND: [514, 143, 619, 155]
ad-text: In Oddfellows' Hall, to the Rev. J. P. Cowie, 8 p.m. Monday, 7th Feb. R. Bilkey, A. F. Brown—Wardens.: [387, 185, 493, 223]
classified-ad: [962, 161, 1111, 194]
classified-ad-text: ANTED—To buy bottles in any quantities. Apply—C. CLARKE, Pukekohe Hotel.: [962, 590, 1111, 618]
